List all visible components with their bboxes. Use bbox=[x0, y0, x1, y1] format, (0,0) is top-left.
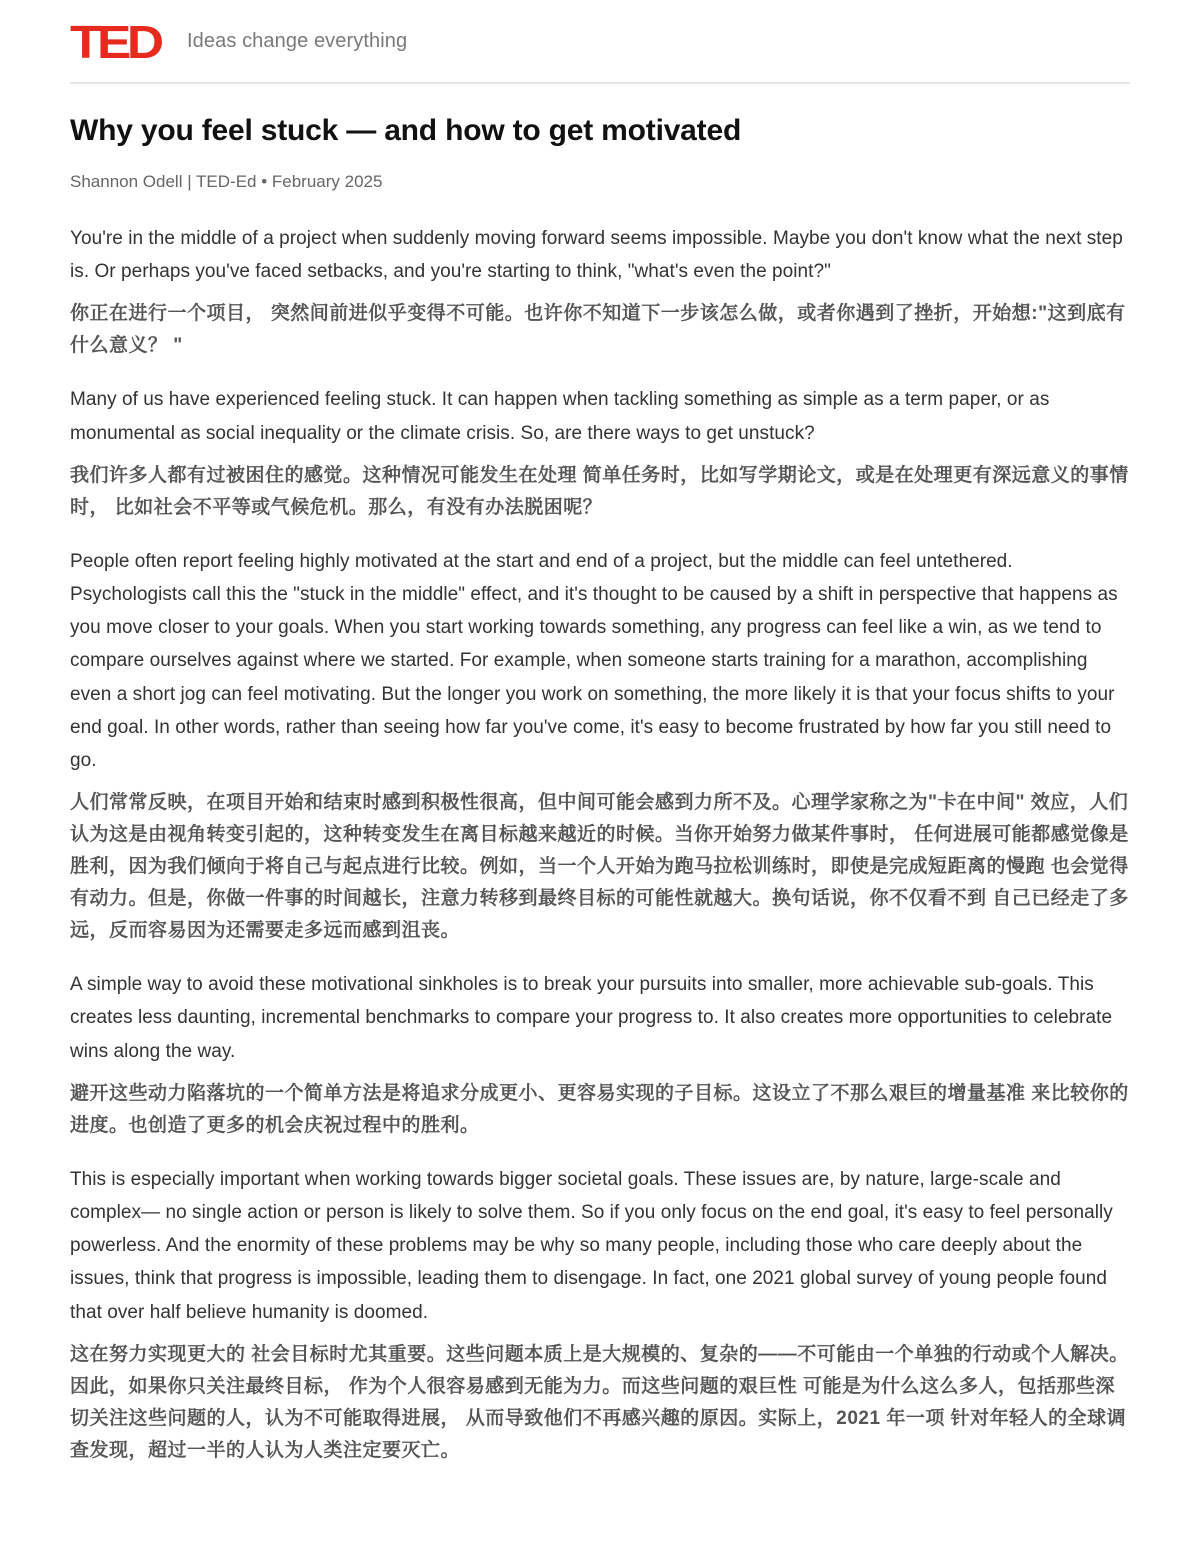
paragraph-zh: 我们许多人都有过被困住的感觉。这种情况可能发生在处理 简单任务时，比如写学期论文，或是在处理更有深远意义的事情时， 比如社会不平等或气候危机。那么，有没有办法脱困呢？ bbox=[70, 464, 1129, 518]
article-byline: Shannon Odell | TED-Ed • February 2025 bbox=[70, 172, 383, 191]
paragraph-zh: 这在努力实现更大的 社会目标时尤其重要。这些问题本质上是大规模的、复杂的——不可能由一个单独的行动或个人解决。因此，如果你只关注最终目标， 作为个人很容易感到无能为力。而这些问题的艰巨性 可能是为什么这么多人，包括那些深切关注这些问题的人，认为不可能取得进展， 从而导致他们不再感兴趣的原因。实际上，2021 年一项 针对年轻人的全球调查发现，超过一半的人认为人类注定要灭亡。 bbox=[70, 1343, 1129, 1461]
paragraph-en: This is especially important when working towards bigger societal goals. These issues are, by nature, large-scale and complex— no single action or person is likely to solve them. So if you only focus on the end goal, it's easy to feel personally powerless. And the enormity of these problems may be why so many people, including those who care deeply about the issues, think that progress is impossible, leading them to disengage. In fact, one 2021 global survey of young people found that over half believe humanity is doomed. bbox=[70, 1168, 1113, 1323]
paragraph-zh: 人们常常反映，在项目开始和结束时感到积极性很高，但中间可能会感到力所不及。心理学家称之为"卡在中间" 效应，人们认为这是由视角转变引起的，这种转变发生在离目标越来越近的时候。当你开始努力做某件事时， 任何进展可能都感觉像是胜利，因为我们倾向于将自己与起点进行比较。例如，当一个人开始为跑马拉松训练时，即使是完成短距离的慢跑 也会觉得有动力。但是，你做一件事的时间越长，注意力转移到最终目标的可能性就越大。换句话说，你不仅看不到 自己已经走了多远，反而容易因为还需要走多远而感到沮丧。 bbox=[70, 792, 1129, 942]
paragraph-en: Many of us have experienced feeling stuck. It can happen when tackling something as simple as a term paper, or as monumental as social inequality or the climate crisis. So, are there ways to get unstuck? bbox=[70, 389, 1050, 444]
ted-logo[interactable]: TED bbox=[70, 16, 160, 68]
paragraph-zh: 你正在进行一个项目， 突然间前进似乎变得不可能。也许你不知道下一步该怎么做，或者你遇到了挫折，开始想:"这到底有什么意义？ " bbox=[70, 303, 1126, 357]
site-header bbox=[70, 16, 1130, 84]
paragraph-en: People often report feeling highly motivated at the start and end of a project, but the middle can feel untethered. Psychologists call this the "stuck in the middle" effect, and it's thought to be caused by a shift in perspective that happens as you move closer to your goals. When you start working towards something, any progress can feel like a win, as we tend to compare ourselves against where we started. For example, when someone starts training for a marathon, accomplishing even a short jog can feel motivating. But the longer you work on something, the more likely it is that your focus shifts to your end goal. In other words, rather than seeing how far you've come, it's easy to become frustrated by how far you still need to go. bbox=[70, 550, 1118, 772]
paragraph-zh: 避开这些动力陷落坑的一个简单方法是将追求分成更小、更容易实现的子目标。这设立了不那么艰巨的增量基准 来比较你的进度。也创造了更多的机会庆祝过程中的胜利。 bbox=[70, 1082, 1129, 1136]
paragraph-en: You're in the middle of a project when suddenly moving forward seems impossible. Maybe you don't know what the next step is. Or perhaps you've faced setbacks, and you're starting to think, "what's even the point?" bbox=[70, 228, 1123, 283]
paragraph-en: A simple way to avoid these motivational sinkholes is to break your pursuits into smaller, more achievable sub-goals. This creates less daunting, incremental benchmarks to compare your progress to. It also creates more opportunities to celebrate wins along the way. bbox=[70, 974, 1113, 1062]
article-title: Why you feel stuck — and how to get motivated bbox=[70, 114, 742, 147]
article-body bbox=[70, 222, 1130, 1467]
tagline: Ideas change everything bbox=[187, 30, 408, 52]
